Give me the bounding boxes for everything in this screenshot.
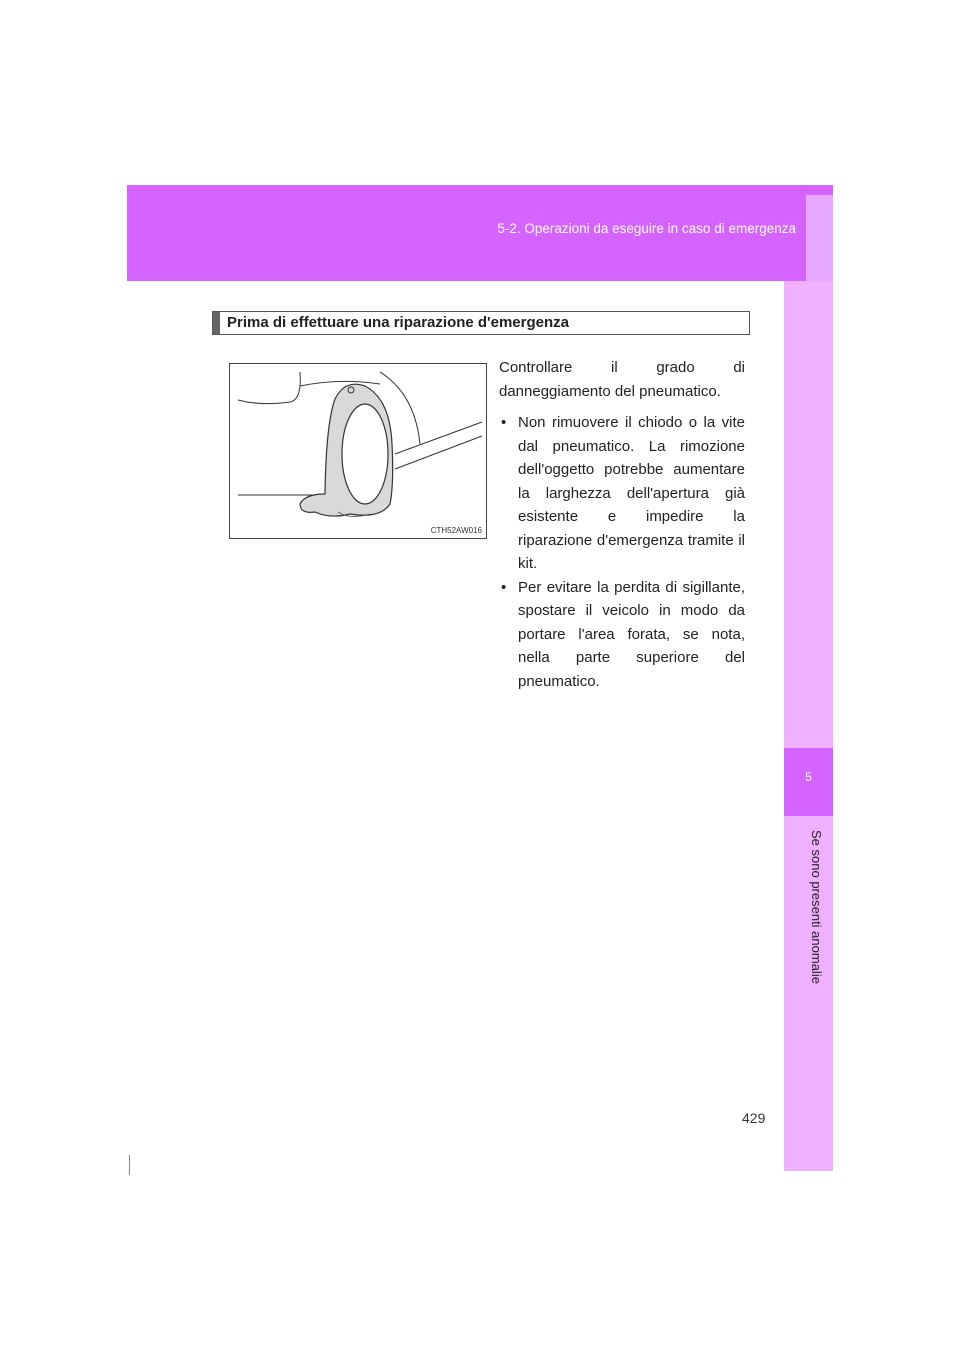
chapter-number: 5 [805, 770, 812, 784]
margin-mark [129, 1155, 130, 1175]
heading-marker [213, 312, 220, 334]
body-text [499, 356, 745, 693]
list-item [499, 411, 745, 576]
figure-code: CTH52AW016 [430, 526, 482, 535]
list-item-text: Per evitare la perdita di sigillante, spostare il veicolo in modo da portare l'area forata, se nota, nella parte superiore del pneumatico. [518, 578, 745, 690]
heading-text: Prima di effettuare una riparazione d'emergenza [227, 314, 569, 331]
subsection-heading [212, 311, 750, 335]
chapter-side-tab [784, 281, 833, 1171]
section-title: 5-2. Operazioni da eseguire in caso di emergenza [497, 221, 796, 236]
flat-tire-drawing [230, 364, 486, 538]
list-item [499, 576, 745, 694]
tire-illustration [229, 363, 487, 539]
page-number: 429 [742, 1110, 766, 1126]
header-accent-strip [806, 195, 833, 281]
bullet-icon: • [501, 578, 507, 596]
chapter-title: Se sono presenti anomalie [809, 830, 824, 984]
bullet-icon: • [501, 414, 507, 431]
intro-paragraph: Controllare il grado di danneggiamento del pneumatico. [499, 359, 745, 400]
list-item-text: Non rimuovere il chiodo o la vite dal pneumatico. La rimozione dell'oggetto potrebbe aumentare la larghezza dell'apertura già esistente e impedire la riparazione d'emergenza tramite il kit. [518, 414, 745, 572]
